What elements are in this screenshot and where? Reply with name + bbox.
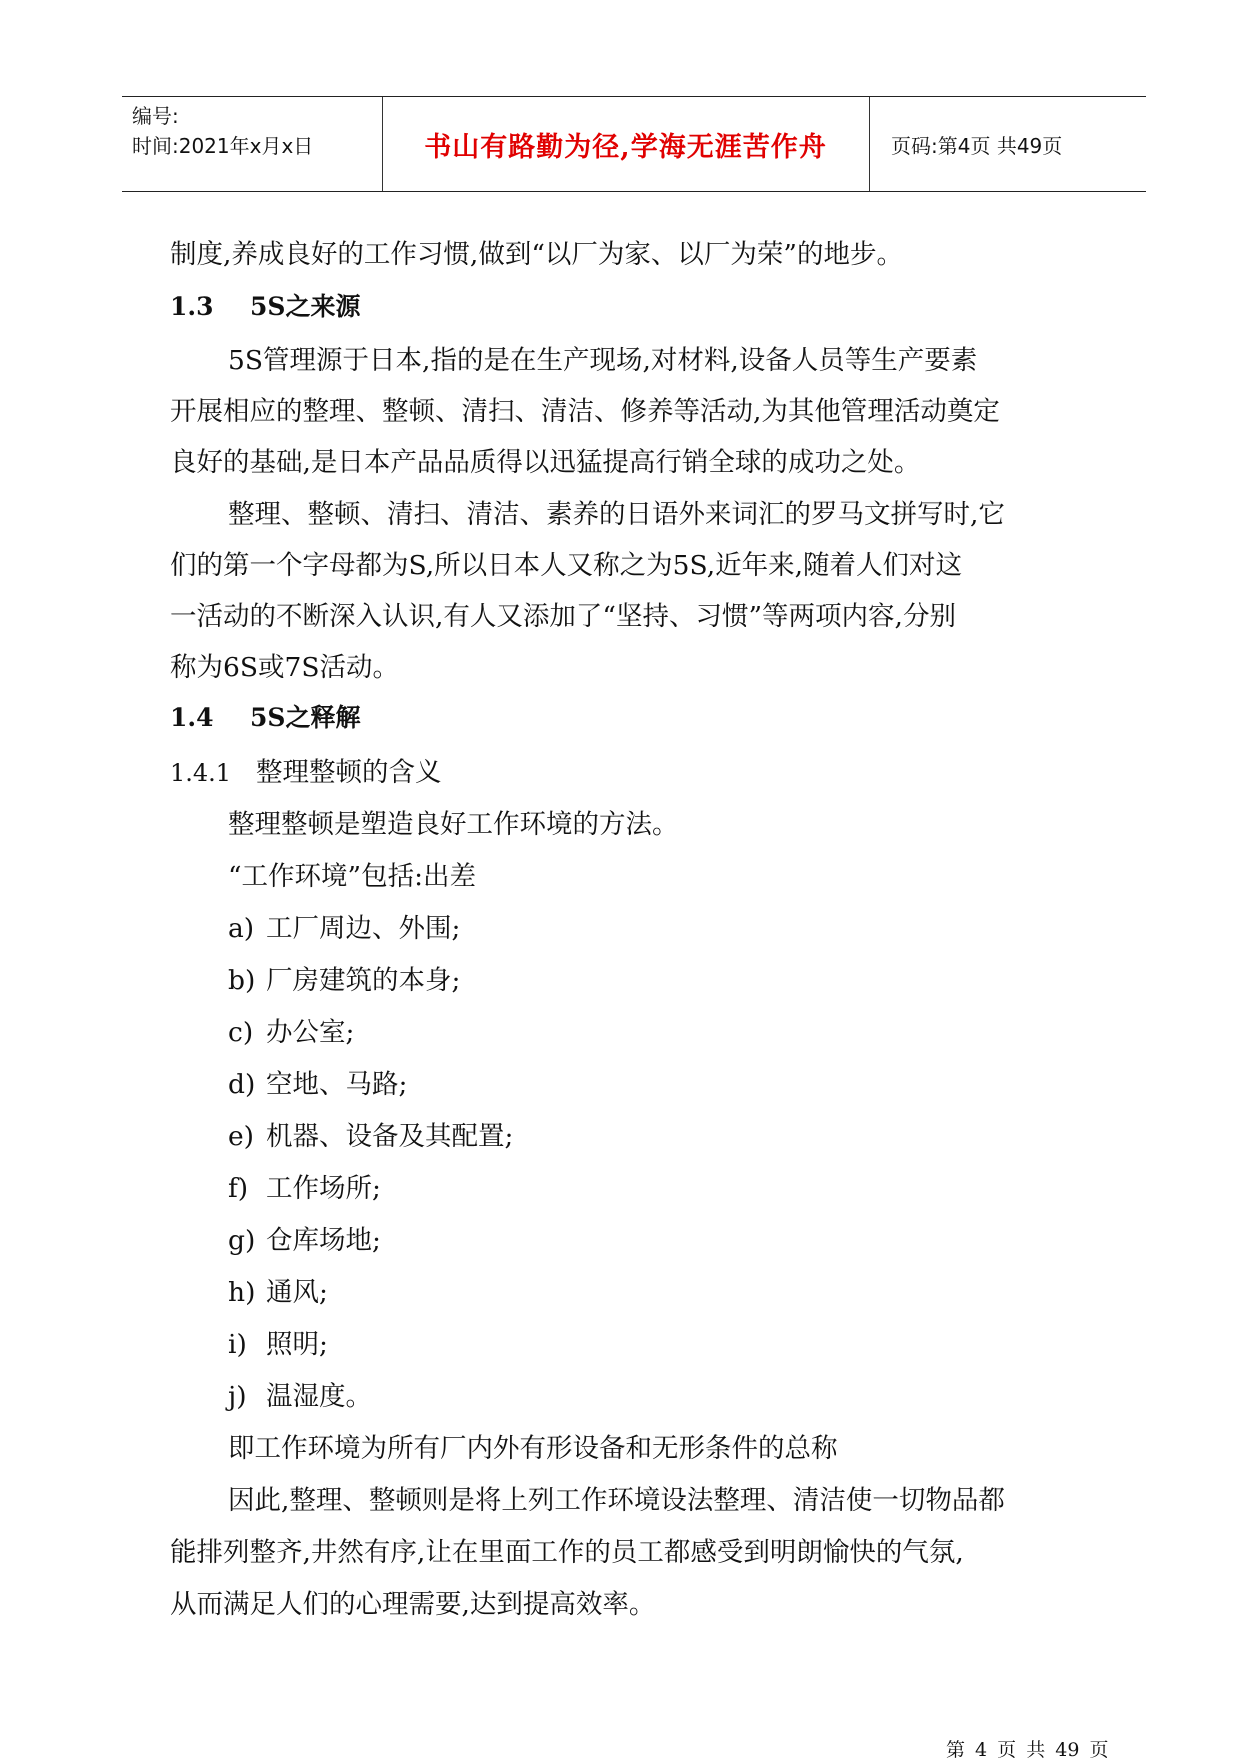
list-item (228, 958, 460, 997)
list-item (228, 1010, 354, 1049)
header-code-label: 编号: (132, 104, 179, 128)
list-item (228, 1374, 372, 1413)
paragraph-line: 整理、整顿、清扫、清洁、素养的日语外来词汇的罗马文拼写时,它 (228, 499, 1005, 530)
header-time-label: 时间:2021年x月x日 (132, 134, 314, 158)
section-heading-1-3 (170, 287, 360, 323)
list-text: 照明; (266, 1329, 328, 1360)
paragraph-line: 一活动的不断深入认识,有人又添加了“坚持、习惯”等两项内容,分别 (170, 601, 956, 632)
header-divider (869, 97, 870, 191)
header-meta (132, 101, 382, 161)
list-item (228, 1218, 381, 1257)
list-label: i) (228, 1329, 247, 1360)
subsection-number: 1.4.1 (170, 759, 232, 787)
paragraph-line: 即工作环境为所有厂内外有形设备和无形条件的总称 (228, 1433, 838, 1464)
section-number: 1.3 (170, 292, 214, 321)
list-label: a) (228, 913, 255, 944)
list-text: 仓库场地; (266, 1225, 381, 1256)
section-title: 5S之来源 (250, 292, 361, 321)
list-text: 空地、马路; (266, 1069, 408, 1100)
subsection-title: 整理整顿的含义 (256, 757, 442, 788)
paragraph-line: “工作环境”包括:出差 (228, 861, 477, 892)
list-label: d) (228, 1069, 256, 1100)
list-label: b) (228, 965, 256, 996)
paragraph-line: 因此,整理、整顿则是将上列工作环境设法整理、清洁使一切物品都 (228, 1485, 1005, 1516)
list-label: e) (228, 1121, 255, 1152)
list-text: 工厂周边、外围; (266, 913, 461, 944)
list-item (228, 906, 460, 945)
list-label: h) (228, 1277, 256, 1308)
list-item (228, 1114, 513, 1153)
paragraph-line: 从而满足人们的心理需要,达到提高效率。 (170, 1589, 656, 1620)
header-motto: 书山有路勤为径,学海无涯苦作舟 (424, 131, 827, 163)
section-title: 5S之释解 (250, 703, 361, 732)
paragraph-line: 开展相应的整理、整顿、清扫、清洁、修养等活动,为其他管理活动奠定 (170, 396, 1000, 427)
subsection-heading-1-4-1 (170, 750, 442, 789)
page-footer: 第 4 页 共 49 页 (946, 1739, 1109, 1761)
header-page-info: 页码:第4页 共49页 (891, 133, 1063, 158)
list-item (228, 1322, 328, 1361)
paragraph-line: 5S管理源于日本,指的是在生产现场,对材料,设备人员等生产要素 (228, 345, 978, 376)
paragraph-line: 良好的基础,是日本产品品质得以迅猛提高行销全球的成功之处。 (170, 447, 921, 478)
list-item (228, 1270, 328, 1309)
section-heading-1-4 (170, 698, 360, 734)
section-number: 1.4 (170, 703, 214, 732)
page-header-table (122, 96, 1146, 192)
list-label: f) (228, 1173, 249, 1204)
list-text: 通风; (266, 1277, 328, 1308)
list-item (228, 1166, 381, 1205)
paragraph-line: 们的第一个字母都为S,所以日本人又称之为5S,近年来,随着人们对这 (170, 550, 963, 581)
paragraph-line: 能排列整齐,井然有序,让在里面工作的员工都感受到明朗愉快的气氛, (170, 1537, 964, 1568)
list-item (228, 1062, 407, 1101)
list-label: c) (228, 1017, 254, 1048)
paragraph-line: 称为6S或7S活动。 (170, 652, 400, 683)
list-text: 厂房建筑的本身; (266, 965, 461, 996)
list-text: 工作场所; (266, 1173, 381, 1204)
list-text: 机器、设备及其配置; (266, 1121, 514, 1152)
list-text: 办公室; (266, 1017, 355, 1048)
list-label: g) (228, 1225, 256, 1256)
paragraph-line: 整理整顿是塑造良好工作环境的方法。 (228, 809, 679, 840)
list-text: 温湿度。 (266, 1381, 372, 1412)
list-label: j) (228, 1381, 247, 1412)
paragraph-line: 制度,养成良好的工作习惯,做到“以厂为家、以厂为荣”的地步。 (170, 239, 903, 270)
